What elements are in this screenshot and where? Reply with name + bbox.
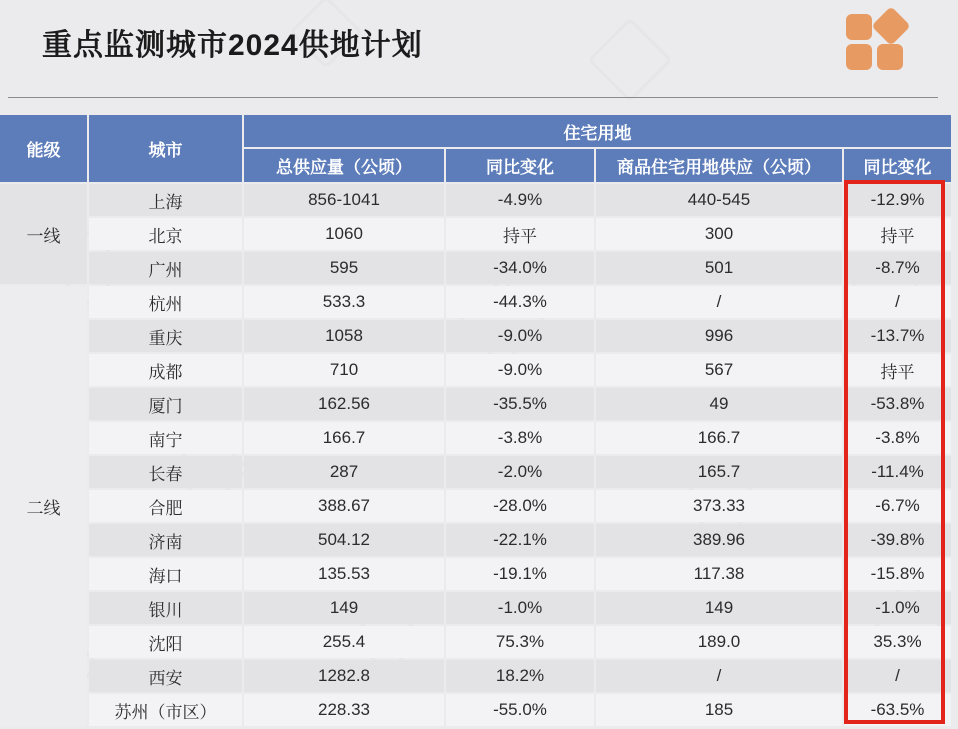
cell-commodity-supply: 567 bbox=[596, 354, 842, 386]
cell-commodity-supply: 300 bbox=[596, 218, 842, 250]
cell-total-supply: 1058 bbox=[244, 320, 444, 352]
cell-total-yoy: -28.0% bbox=[446, 490, 594, 522]
cell-commodity-yoy: -53.8% bbox=[844, 388, 951, 420]
cell-commodity-supply: 373.33 bbox=[596, 490, 842, 522]
cell-commodity-supply: 440-545 bbox=[596, 184, 842, 216]
cell-city: 上海 bbox=[89, 184, 242, 216]
cell-total-supply: 1060 bbox=[244, 218, 444, 250]
cell-commodity-supply: / bbox=[596, 286, 842, 318]
cell-commodity-supply: 117.38 bbox=[596, 558, 842, 590]
cell-commodity-yoy: / bbox=[844, 286, 951, 318]
cell-total-supply: 710 bbox=[244, 354, 444, 386]
header-city: 城市 bbox=[89, 115, 242, 182]
cell-commodity-yoy: -12.9% bbox=[844, 184, 951, 216]
cell-total-supply: 287 bbox=[244, 456, 444, 488]
cell-commodity-supply: 501 bbox=[596, 252, 842, 284]
cell-commodity-yoy: -15.8% bbox=[844, 558, 951, 590]
tier-cell: 二线 bbox=[0, 286, 87, 726]
cell-commodity-supply: 185 bbox=[596, 694, 842, 726]
cell-commodity-supply: / bbox=[596, 660, 842, 692]
cell-city: 南宁 bbox=[89, 422, 242, 454]
cell-commodity-yoy: 持平 bbox=[844, 354, 951, 386]
cell-commodity-yoy: 持平 bbox=[844, 218, 951, 250]
cell-total-supply: 149 bbox=[244, 592, 444, 624]
cell-city: 银川 bbox=[89, 592, 242, 624]
cell-total-supply: 595 bbox=[244, 252, 444, 284]
cell-commodity-supply: 189.0 bbox=[596, 626, 842, 658]
cell-total-yoy: 75.3% bbox=[446, 626, 594, 658]
cell-commodity-yoy: / bbox=[844, 660, 951, 692]
cell-city: 厦门 bbox=[89, 388, 242, 420]
cell-total-supply: 228.33 bbox=[244, 694, 444, 726]
cell-commodity-yoy: 35.3% bbox=[844, 626, 951, 658]
title-divider bbox=[8, 97, 938, 98]
cell-total-yoy: -2.0% bbox=[446, 456, 594, 488]
cell-commodity-yoy: -11.4% bbox=[844, 456, 951, 488]
cell-city: 杭州 bbox=[89, 286, 242, 318]
cell-city: 苏州（市区） bbox=[89, 694, 242, 726]
cell-commodity-supply: 49 bbox=[596, 388, 842, 420]
cell-total-yoy: -44.3% bbox=[446, 286, 594, 318]
cell-total-yoy: 持平 bbox=[446, 218, 594, 250]
cell-total-yoy: -9.0% bbox=[446, 354, 594, 386]
cell-commodity-supply: 166.7 bbox=[596, 422, 842, 454]
cell-commodity-supply: 996 bbox=[596, 320, 842, 352]
cell-city: 广州 bbox=[89, 252, 242, 284]
brand-logo-icon bbox=[846, 12, 908, 66]
cell-city: 沈阳 bbox=[89, 626, 242, 658]
table-header bbox=[0, 115, 951, 182]
cell-total-supply: 1282.8 bbox=[244, 660, 444, 692]
cell-commodity-yoy: -3.8% bbox=[844, 422, 951, 454]
cell-city: 成都 bbox=[89, 354, 242, 386]
cell-commodity-yoy: -1.0% bbox=[844, 592, 951, 624]
cell-city: 重庆 bbox=[89, 320, 242, 352]
cell-commodity-supply: 165.7 bbox=[596, 456, 842, 488]
cell-total-supply: 388.67 bbox=[244, 490, 444, 522]
header-total-yoy: 同比变化 bbox=[446, 149, 594, 182]
cell-city: 济南 bbox=[89, 524, 242, 556]
header-commodity-supply: 商品住宅用地供应（公顷） bbox=[596, 149, 842, 182]
cell-total-yoy: -1.0% bbox=[446, 592, 594, 624]
cell-total-yoy: -35.5% bbox=[446, 388, 594, 420]
cell-commodity-yoy: -13.7% bbox=[844, 320, 951, 352]
cell-total-yoy: -19.1% bbox=[446, 558, 594, 590]
header-tier: 能级 bbox=[0, 115, 87, 182]
cell-total-supply: 533.3 bbox=[244, 286, 444, 318]
logo-diamond-icon bbox=[871, 6, 911, 46]
logo-square-icon bbox=[846, 14, 872, 40]
cell-commodity-supply: 389.96 bbox=[596, 524, 842, 556]
cell-commodity-yoy: -39.8% bbox=[844, 524, 951, 556]
cell-total-yoy: -4.9% bbox=[446, 184, 594, 216]
tier-cell: 一线 bbox=[0, 184, 87, 284]
cell-commodity-yoy: -6.7% bbox=[844, 490, 951, 522]
cell-total-yoy: -55.0% bbox=[446, 694, 594, 726]
cell-total-supply: 166.7 bbox=[244, 422, 444, 454]
cell-total-yoy: -9.0% bbox=[446, 320, 594, 352]
header-commodity-yoy: 同比变化 bbox=[844, 149, 951, 182]
cell-city: 西安 bbox=[89, 660, 242, 692]
cell-total-supply: 856-1041 bbox=[244, 184, 444, 216]
table-body bbox=[0, 184, 951, 726]
cell-commodity-yoy: -63.5% bbox=[844, 694, 951, 726]
cell-city: 北京 bbox=[89, 218, 242, 250]
logo-square-icon bbox=[846, 44, 872, 70]
cell-total-yoy: 18.2% bbox=[446, 660, 594, 692]
cell-city: 海口 bbox=[89, 558, 242, 590]
cell-commodity-yoy: -8.7% bbox=[844, 252, 951, 284]
header-total-supply: 总供应量（公顷） bbox=[244, 149, 444, 182]
cell-total-yoy: -3.8% bbox=[446, 422, 594, 454]
page-title: 重点监测城市2024供地计划 bbox=[42, 29, 423, 62]
header-residential-land-group: 住宅用地 bbox=[244, 115, 951, 147]
cell-total-yoy: -22.1% bbox=[446, 524, 594, 556]
cell-city: 合肥 bbox=[89, 490, 242, 522]
cell-total-supply: 135.53 bbox=[244, 558, 444, 590]
logo-square-icon bbox=[877, 44, 903, 70]
cell-total-supply: 162.56 bbox=[244, 388, 444, 420]
cell-total-yoy: -34.0% bbox=[446, 252, 594, 284]
cell-city: 长春 bbox=[89, 456, 242, 488]
cell-commodity-supply: 149 bbox=[596, 592, 842, 624]
cell-total-supply: 504.12 bbox=[244, 524, 444, 556]
cell-total-supply: 255.4 bbox=[244, 626, 444, 658]
